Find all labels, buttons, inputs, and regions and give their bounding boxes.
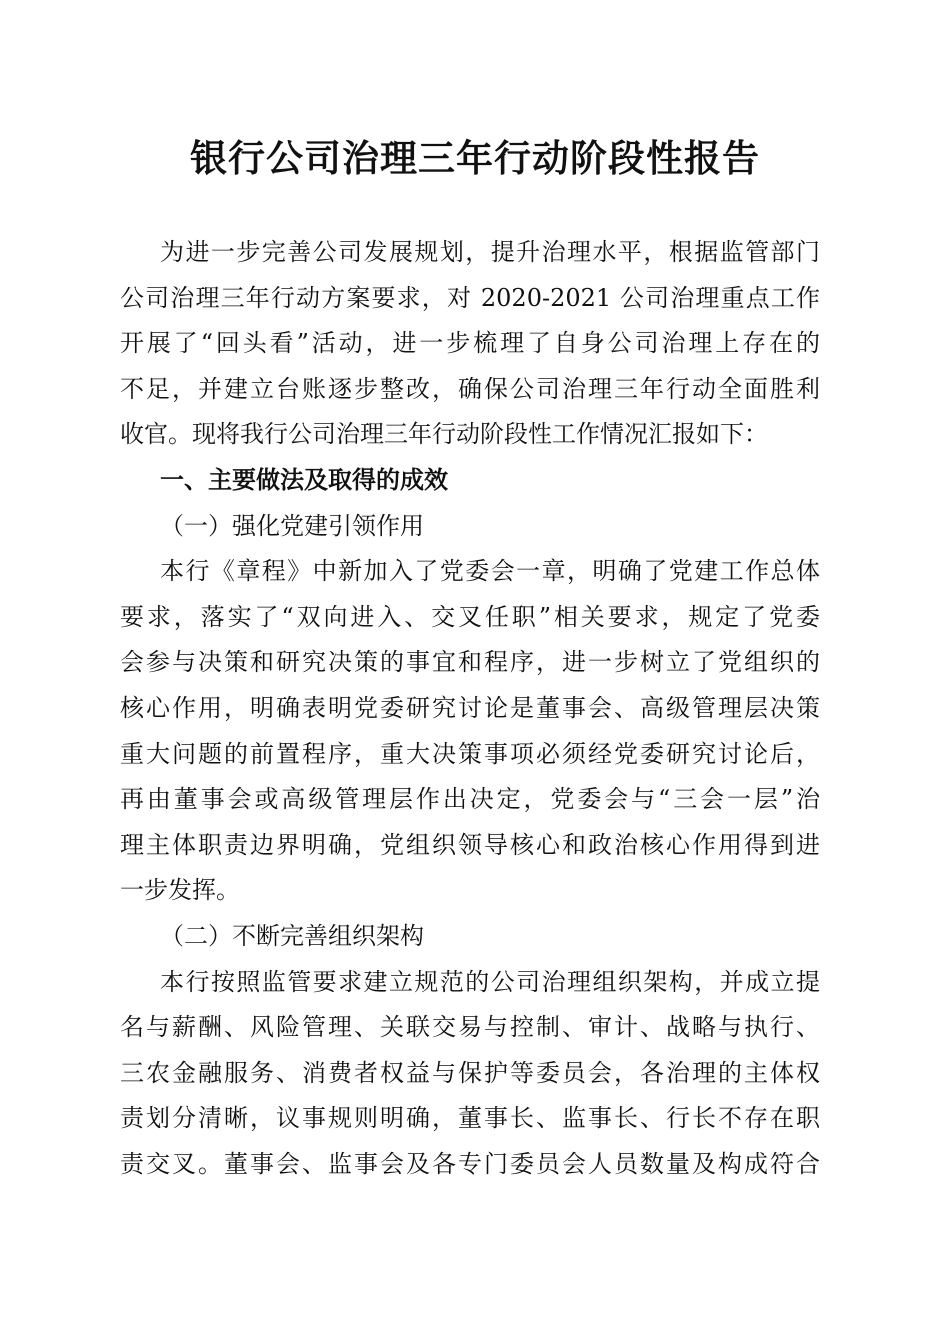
intro-line: 公司治理三年行动方案要求，对 2020-2021 公司治理重点工作 [120, 283, 820, 312]
paragraph-line: 会参与决策和研究决策的事宜和程序，进一步树立了党组织的 [120, 648, 820, 677]
paragraph-line: 一步发挥。 [120, 876, 240, 905]
paragraph-line: 责划分清晰，议事规则明确，董事长、监事长、行长不存在职 [120, 1104, 820, 1133]
document-title: 银行公司治理三年行动阶段性报告 [190, 136, 760, 180]
paragraph-line: 三农金融服务、消费者权益与保护等委员会，各治理的主体权 [120, 1058, 820, 1087]
subsection-heading: （一）强化党建引领作用 [160, 511, 424, 540]
paragraph-line: 要求，落实了“双向进入、交叉任职”相关要求，规定了党委 [120, 602, 820, 631]
paragraph-line: 理主体职责边界明确，党组织领导核心和政治核心作用得到进 [120, 830, 820, 859]
paragraph-line: 责交叉。董事会、监事会及各专门委员会人员数量及构成符合 [120, 1149, 820, 1178]
paragraph-line: 本行《章程》中新加入了党委会一章，明确了党建工作总体 [160, 557, 820, 586]
document-body [120, 230, 840, 1187]
paragraph-line: 名与薪酬、风险管理、关联交易与控制、审计、战略与执行、 [120, 1013, 820, 1042]
intro-line: 开展了“回头看”活动，进一步梳理了自身公司治理上存在的 [120, 329, 820, 358]
paragraph-line: 核心作用，明确表明党委研究讨论是董事会、高级管理层决策 [120, 693, 820, 722]
subsection-heading: （二）不断完善组织架构 [160, 921, 424, 950]
intro-line: 收官。现将我行公司治理三年行动阶段性工作情况汇报如下： [120, 420, 768, 449]
paragraph-line: 本行按照监管要求建立规范的公司治理组织架构，并成立提 [160, 967, 820, 996]
section-heading: 一、主要做法及取得的成效 [160, 465, 448, 494]
paragraph-line: 再由董事会或高级管理层作出决定，党委会与“三会一层”治 [120, 785, 820, 814]
intro-line: 为进一步完善公司发展规划，提升治理水平，根据监管部门 [160, 238, 820, 266]
paragraph-line: 重大问题的前置程序，重大决策事项必须经党委研究讨论后， [120, 739, 820, 768]
intro-line: 不足，并建立台账逐步整改，确保公司治理三年行动全面胜利 [120, 374, 820, 403]
